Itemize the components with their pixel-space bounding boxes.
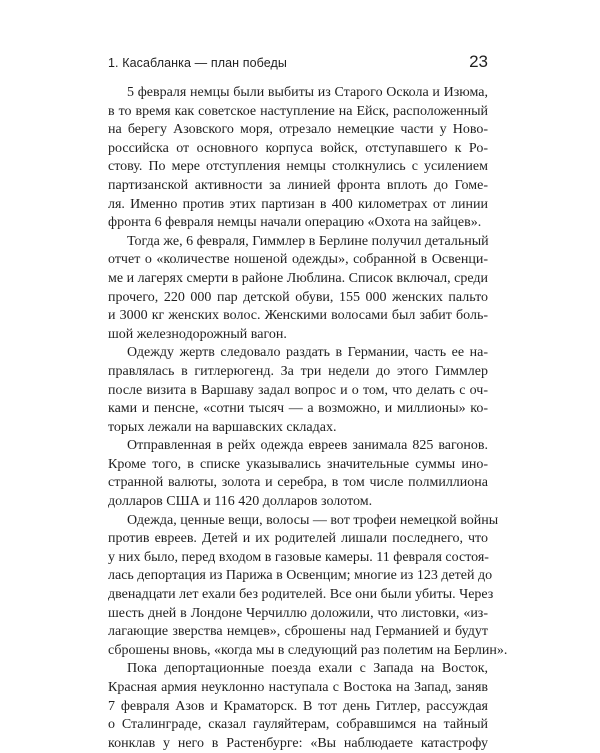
body-text	[108, 84, 508, 753]
text-line: Одежду жертв следовало раздать в Германии, часть ее на-	[127, 345, 488, 361]
page-number: 23	[469, 52, 488, 71]
text-line: двенадцати лет ехали без родителей. Все они были убиты. Через	[108, 587, 494, 603]
text-line: Пока депортационные поезда ехали с Запада на Восток,	[127, 661, 488, 677]
text-line: шой железнодорожный вагон.	[108, 326, 287, 342]
paragraph	[108, 233, 488, 345]
text-line: фронта 6 февраля немцы начали операцию «Охота на зайцев».	[108, 215, 482, 231]
text-line: ля. Именно против этих партизан в 400 километрах от линии	[108, 196, 488, 212]
paragraph	[108, 512, 508, 661]
text-line: лась депортация из Парижа в Освенцим; многие из 123 детей до	[108, 568, 493, 584]
text-line: Отправленная в рейх одежда евреев занимала 825 вагонов.	[127, 438, 488, 454]
text-line: о Сталинграде, сказал гауляйтерам, собравшимся на тайный	[108, 717, 488, 733]
text-line: стову. По мере отступления немцы столкнулись с усилением	[108, 159, 488, 175]
text-line: прочего, 220 000 пар детской обуви, 155 000 женских пальто	[108, 289, 488, 305]
text-line: долларов США и 116 420 долларов золотом.	[108, 494, 373, 510]
text-line: Тогда же, 6 февраля, Гиммлер в Берлине получил детальный	[127, 233, 489, 249]
text-line: у них было, перед входом в газовые камеры. 11 февраля состоя-	[108, 549, 489, 565]
text-line: ме и лагерях смерти в районе Люблина. Список включал, среди	[108, 270, 489, 286]
paragraph	[108, 660, 488, 753]
text-line: после визита в Варшаву задал вопрос и о том, что делать с оч-	[108, 382, 488, 398]
text-line: лагающие зверства немцев», сброшены над Германией и будут	[108, 624, 488, 640]
text-line: российска от основного корпуса войск, отступавшего к Ро-	[108, 140, 488, 156]
text-line: партизанской активности за линией фронта вплоть до Гоме-	[108, 177, 488, 193]
text-line: отчет о «количестве ношеной одежды», собранной в Освенци-	[108, 252, 488, 268]
text-line: в то время как советское наступление на Ейск, расположенный	[108, 103, 488, 119]
text-line: торых лежали на варшавских складах.	[108, 419, 337, 435]
text-line: сброшены вновь, «когда мы в следующий раз полетим на Берлин».	[108, 642, 508, 658]
chapter-title: 1. Касабланка — план победы	[108, 56, 288, 70]
running-head	[108, 52, 488, 72]
text-line: шесть дней в Лондоне Черчиллю доложили, что листовки, «из-	[108, 605, 488, 621]
paragraph	[108, 437, 488, 511]
text-line: странной валюты, золота и серебра, в том числе полмиллиона	[108, 475, 488, 491]
text-line: Одежда, ценные вещи, волосы — вот трофеи немецкой войны	[127, 512, 499, 528]
text-line: Красная армия неуклонно наступала с Востока на Запад, заняв	[108, 680, 488, 695]
paragraph	[108, 344, 488, 437]
text-line: на берегу Азовского моря, отрезало немецкие части у Ново-	[108, 122, 488, 138]
text-line: правлялась в гитлерюгенд. За три недели до этого Гиммлер	[108, 363, 488, 379]
text-line: ками и пенсне, «сотни тысяч — а возможно, и миллионы» ко-	[108, 401, 488, 417]
text-line: 7 февраля Азов и Краматорск. В тот день Гитлер, рассуждая	[108, 698, 488, 714]
paragraph	[108, 84, 488, 233]
text-line: против евреев. Детей и их родителей лишали последнего, что	[108, 531, 488, 547]
text-line: и 3000 кг женских волос. Женскими волосами был забит боль-	[108, 308, 488, 324]
text-line: конклав у него в Растенбурге: «Вы наблюдаете катастрофу	[108, 735, 488, 751]
text-line: 5 февраля немцы были выбиты из Старого Оскола и Изюма,	[127, 85, 488, 100]
text-line: Кроме того, в списке указывались значительные суммы ино-	[108, 456, 488, 472]
